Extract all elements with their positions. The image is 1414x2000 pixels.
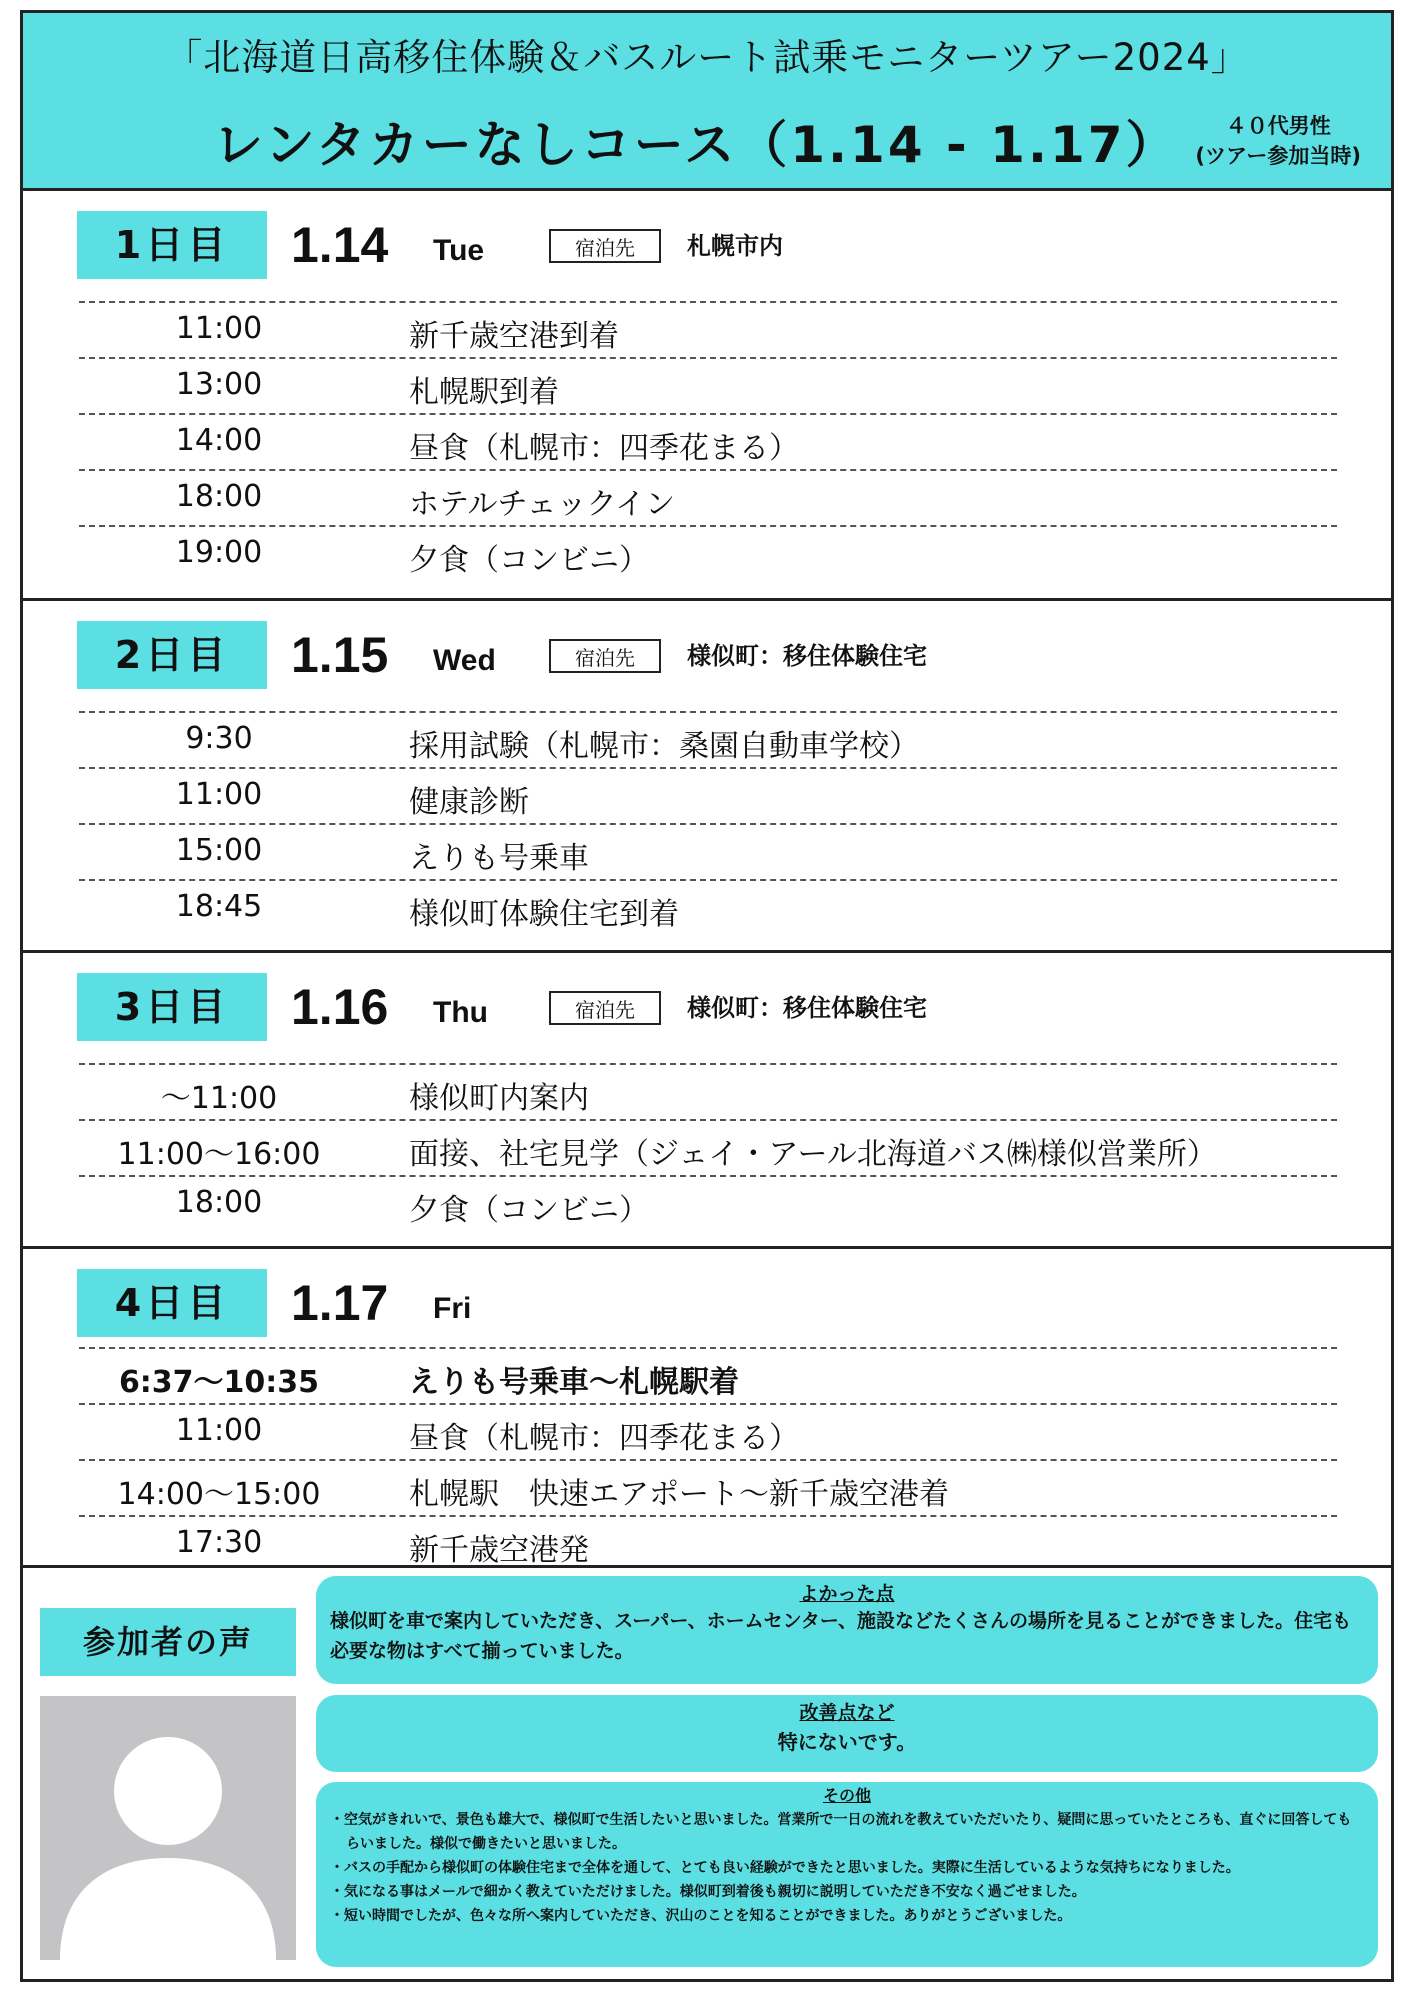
schedule-list <box>79 711 1337 935</box>
day-tag: 3日目 <box>77 973 267 1041</box>
course-title: レンタカーなしコース（1.14 - 1.17） <box>213 116 1179 174</box>
day-of-week: Wed <box>433 644 496 677</box>
day-date: 1.16 <box>291 979 389 1035</box>
schedule-time: 11:00 <box>175 1413 263 1448</box>
schedule-row <box>79 767 1337 823</box>
day-section-4 <box>23 1249 1391 1568</box>
schedule-event: えりも号乗車 <box>409 841 589 876</box>
schedule-time: 18:00 <box>175 1185 263 1220</box>
schedule-event: 様似町体験住宅到着 <box>409 897 679 932</box>
day-date: 1.15 <box>291 627 389 683</box>
stay-label: 宿泊先 <box>549 229 661 263</box>
schedule-time: 19:00 <box>175 535 263 570</box>
day-of-week: Thu <box>433 996 488 1029</box>
participant-voice-section <box>23 1568 1391 1979</box>
schedule-row <box>79 1515 1337 1571</box>
improvements-text: 特にないです。 <box>777 1730 917 1754</box>
schedule-event: 札幌駅到着 <box>409 375 559 410</box>
schedule-row <box>79 1459 1337 1515</box>
stay-label: 宿泊先 <box>549 991 661 1025</box>
schedule-list <box>79 1347 1337 1571</box>
good-points-panel <box>316 1576 1378 1684</box>
schedule-event: 札幌駅 快速エアポート〜新千歳空港着 <box>409 1477 949 1512</box>
day-of-week: Fri <box>433 1292 472 1325</box>
day-section-3 <box>23 953 1391 1249</box>
schedule-row <box>79 301 1337 357</box>
schedule-row <box>79 879 1337 935</box>
improvements-panel <box>316 1695 1378 1772</box>
good-points-title: よかった点 <box>799 1583 895 1605</box>
schedule-sheet <box>20 10 1394 1982</box>
schedule-row <box>79 469 1337 525</box>
comment-item: ・気になる事はメールで細かく教えていただけました。様似町到着後も親切に説明していただき不安なく過ごせました。 <box>330 1884 1086 1900</box>
schedule-row <box>79 357 1337 413</box>
day-section-2 <box>23 601 1391 953</box>
day-date: 1.14 <box>291 217 389 273</box>
schedule-time: 11:00〜16:00 <box>117 1137 321 1172</box>
schedule-row <box>79 1119 1337 1175</box>
schedule-row <box>79 1347 1337 1403</box>
schedule-time: 11:00 <box>175 777 263 812</box>
header-banner <box>23 13 1391 191</box>
schedule-row <box>79 525 1337 581</box>
stay-value: 様似町：移住体験住宅 <box>687 642 927 670</box>
schedule-event: 夕食（コンビニ） <box>409 1193 649 1228</box>
schedule-event: 採用試験（札幌市：桑園自動車学校） <box>409 729 919 764</box>
participant-age: ４０代男性 <box>1225 114 1331 138</box>
day-tag: 1日目 <box>77 211 267 279</box>
stay-value: 札幌市内 <box>687 232 783 260</box>
schedule-event: 新千歳空港発 <box>409 1533 589 1568</box>
participant-info <box>1195 111 1361 171</box>
day-section-1 <box>23 191 1391 601</box>
other-comments-panel <box>316 1782 1378 1967</box>
day-tag: 4日目 <box>77 1269 267 1337</box>
improvements-title: 改善点など <box>799 1702 895 1724</box>
schedule-event: 新千歳空港到着 <box>409 319 619 354</box>
other-comments-title: その他 <box>822 1786 871 1805</box>
schedule-event: えりも号乗車〜札幌駅着 <box>409 1365 739 1400</box>
schedule-event: ホテルチェックイン <box>409 487 676 522</box>
good-points-text: 様似町を車で案内していただき、スーパー、ホームセンター、施設などたくさんの場所を見ることができました。住宅も必要な物はすべて揃っていました。 <box>330 1610 1352 1662</box>
schedule-time: 18:00 <box>175 479 263 514</box>
schedule-time: 18:45 <box>175 889 263 924</box>
comment-item: ・空気がきれいで、景色も雄大で、様似町で生活したいと思いました。営業所で一日の流れを教えていただいたり、疑問に思っていたところも、直ぐに回答してもらいました。様似で働きたいと思いました。 <box>330 1812 1352 1852</box>
schedule-event: 昼食（札幌市：四季花まる） <box>409 1421 799 1456</box>
schedule-list <box>79 301 1337 581</box>
schedule-time: 14:00 <box>175 423 263 458</box>
schedule-list <box>79 1063 1337 1231</box>
schedule-event: 面接、社宅見学（ジェイ・アール北海道バス㈱様似営業所） <box>409 1137 1217 1172</box>
schedule-time: 14:00〜15:00 <box>117 1477 321 1512</box>
person-silhouette-icon <box>40 1696 296 1960</box>
avatar <box>40 1696 296 1960</box>
voice-title: 参加者の声 <box>40 1608 296 1676</box>
schedule-time: 6:37〜10:35 <box>118 1365 320 1400</box>
schedule-event: 健康診断 <box>409 785 529 820</box>
schedule-row <box>79 1403 1337 1459</box>
day-date: 1.17 <box>291 1275 389 1331</box>
schedule-time: 13:00 <box>175 367 263 402</box>
stay-value: 様似町：移住体験住宅 <box>687 994 927 1022</box>
schedule-row <box>79 1175 1337 1231</box>
day-tag: 2日目 <box>77 621 267 689</box>
tour-title: 「北海道日高移住体験＆バスルート試乗モニターツアー2024」 <box>165 36 1249 79</box>
schedule-time: 15:00 <box>175 833 263 868</box>
schedule-row <box>79 1063 1337 1119</box>
stay-label: 宿泊先 <box>549 639 661 673</box>
schedule-row <box>79 413 1337 469</box>
schedule-time: 9:30 <box>185 721 253 756</box>
comment-item: ・短い時間でしたが、色々な所へ案内していただき、沢山のことを知ることができました。ありがとうございました。 <box>330 1908 1072 1924</box>
other-comments-list <box>330 1808 1364 1928</box>
schedule-time: 17:30 <box>175 1525 263 1560</box>
schedule-event: 昼食（札幌市：四季花まる） <box>409 431 799 466</box>
comment-item: ・バスの手配から様似町の体験住宅まで全体を通して、とても良い経験ができたと思いました。実際に生活しているような気持ちになりました。 <box>330 1860 1240 1876</box>
schedule-event: 様似町内案内 <box>409 1081 589 1116</box>
schedule-time: 11:00 <box>175 311 263 346</box>
participant-note: (ツアー参加当時) <box>1195 144 1361 168</box>
schedule-row <box>79 823 1337 879</box>
schedule-event: 夕食（コンビニ） <box>409 543 649 578</box>
schedule-time: 〜11:00 <box>160 1081 278 1116</box>
day-of-week: Tue <box>433 234 485 267</box>
schedule-row <box>79 711 1337 767</box>
